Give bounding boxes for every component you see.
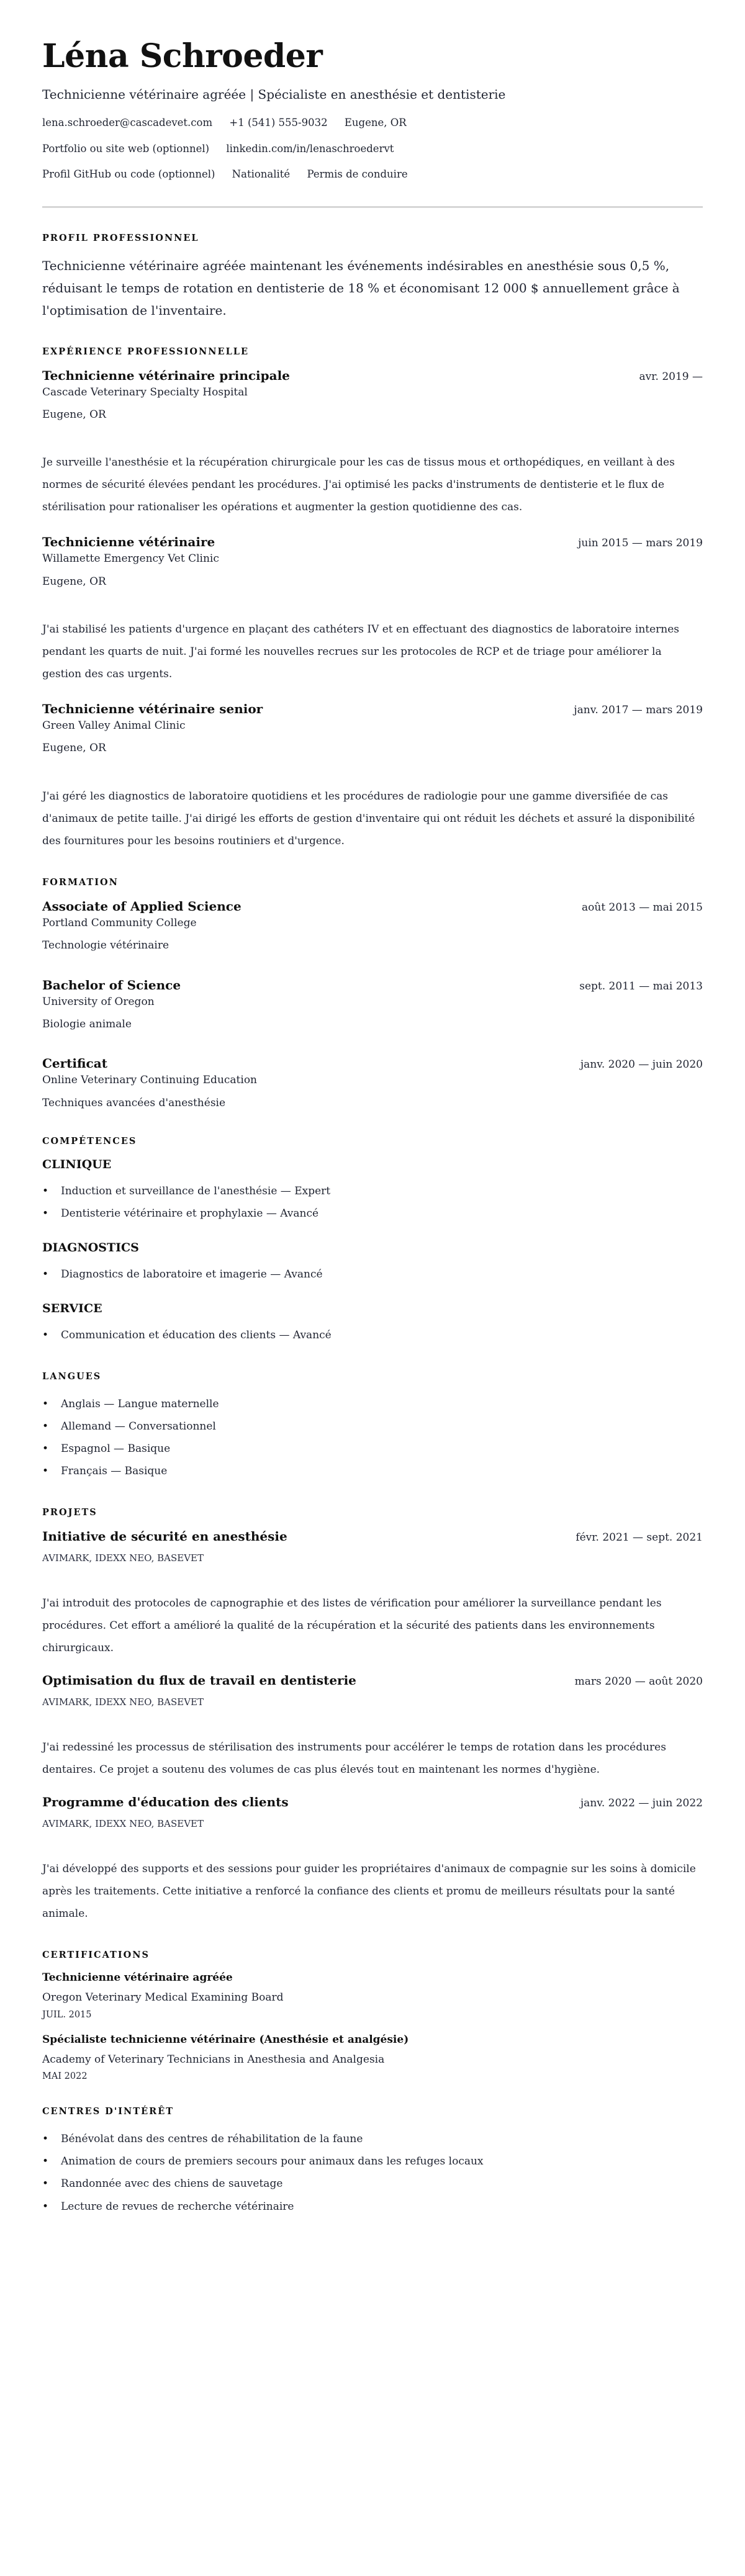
skills-section	[42, 1136, 703, 1346]
profile-summary: Technicienne vétérinaire agréée maintenant les événements indésirables en anesthésie sous 0,5 %, réduisant le temps de rotation en dentisterie de 18 % et économisant 12 000 $ annuellement grâce à l'optimisation de l'inventaire.	[42, 258, 680, 318]
contact-row	[42, 168, 703, 181]
skill-list	[42, 1324, 703, 1346]
project-description: J'ai développé des supports et des sessions pour guider les propriétaires d'animaux de compagnie sur les soins à domicile après les traitements. Cette initiative a renforcé la confiance des clients et promu de meilleurs résultats pour la santé animale.	[42, 1863, 696, 1921]
employer-name: Cascade Veterinary Specialty Hospital	[42, 385, 248, 399]
project-description: J'ai introduit des protocoles de capnographie et des listes de vérification pour améliorer la surveillance pendant les procédures. Cet effort a amélioré la qualité de la récupération et la sécurité des patients dans les environnements chirurgicaux.	[42, 1597, 662, 1655]
language-item: • Allemand — Conversationnel	[42, 1415, 703, 1438]
contact-row	[42, 116, 703, 129]
project-entry	[42, 1673, 703, 1781]
job-dates: avr. 2019 —	[639, 370, 703, 383]
language-item: • Français — Basique	[42, 1460, 703, 1482]
section-title-skills: COMPÉTENCES	[42, 1135, 137, 1146]
employer-name: Green Valley Animal Clinic	[42, 719, 186, 732]
experience-entry	[42, 701, 703, 852]
language-list	[42, 1393, 703, 1482]
candidate-headline: Technicienne vétérinaire agréée | Spécialiste en anesthésie et dentisterie	[42, 87, 506, 102]
school-name: Portland Community College	[42, 916, 197, 929]
job-dates: janv. 2017 — mars 2019	[574, 704, 703, 717]
github-link[interactable]: Profil GitHub ou code (optionnel)	[42, 168, 215, 181]
job-location: Eugene, OR	[42, 408, 106, 421]
education-entry	[42, 1056, 703, 1111]
location-text: Eugene, OR	[344, 117, 407, 129]
certification-entry	[42, 2033, 703, 2082]
section-title-interests: CENTRES D'INTÉRÊT	[42, 2106, 174, 2117]
section-title-profile: PROFIL PROFESSIONNEL	[42, 232, 199, 243]
certification-issuer: Academy of Veterinary Technicians in Anesthesia and Analgesia	[42, 2053, 385, 2066]
school-name: University of Oregon	[42, 995, 155, 1008]
section-title-projects: PROJETS	[42, 1507, 97, 1518]
portfolio-link[interactable]: Portfolio ou site web (optionnel)	[42, 142, 210, 155]
skill-group-title: DIAGNOSTICS	[42, 1240, 139, 1254]
phone-number[interactable]: +1 (541) 555-9032	[229, 117, 328, 129]
skill-list	[42, 1263, 703, 1286]
project-name: Programme d'éducation des clients	[42, 1795, 289, 1810]
project-entry	[42, 1529, 703, 1659]
job-location: Eugene, OR	[42, 742, 106, 755]
skill-item: • Induction et surveillance de l'anesthésie — Expert	[42, 1180, 703, 1202]
field-of-study: Techniques avancées d'anesthésie	[42, 1096, 226, 1109]
certification-issuer: Oregon Veterinary Medical Examining Board	[42, 1991, 284, 2004]
experience-section	[42, 346, 703, 852]
degree-name: Certificat	[42, 1056, 107, 1071]
language-item: • Espagnol — Basique	[42, 1438, 703, 1460]
section-title-experience: EXPÉRIENCE PROFESSIONNELLE	[42, 346, 250, 357]
project-dates: janv. 2022 — juin 2022	[580, 1797, 703, 1810]
section-title-certifications: CERTIFICATIONS	[42, 1950, 150, 1961]
contact-row	[42, 142, 703, 155]
project-description: J'ai redessiné les processus de stérilisation des instruments pour accélérer le temps de rotation dans les procédures dentaires. Ce projet a soutenu des volumes de cas plus élevés tout en maintenant les normes d'hygiène.	[42, 1741, 666, 1777]
skill-item: • Dentisterie vétérinaire et prophylaxie — Avancé	[42, 1202, 703, 1225]
education-section	[42, 877, 703, 1111]
driving-license-text: Permis de conduire	[307, 168, 408, 181]
job-title: Technicienne vétérinaire	[42, 534, 215, 550]
education-entry	[42, 978, 703, 1033]
project-entry	[42, 1795, 703, 1925]
experience-entry	[42, 368, 703, 519]
certification-name: Spécialiste technicienne vétérinaire (Anesthésie et analgésie)	[42, 2033, 409, 2046]
job-title: Technicienne vétérinaire senior	[42, 701, 263, 717]
school-name: Online Veterinary Continuing Education	[42, 1074, 258, 1087]
skill-group-title: SERVICE	[42, 1302, 102, 1315]
header-divider	[42, 206, 703, 208]
section-title-education: FORMATION	[42, 876, 119, 888]
interest-item: • Lecture de revues de recherche vétérinaire	[42, 2195, 703, 2218]
section-title-languages: LANGUES	[42, 1371, 102, 1382]
job-description: Je surveille l'anesthésie et la récupération chirurgicale pour les cas de tissus mous et orthopédiques, en veillant à des normes de sécurité élevées pendant les procédures. J'ai optimisé les packs d'instruments de dentisterie et le flux de stérilisation pour rationaliser les opérations et augmenter la gestion quotidienne des cas.	[42, 456, 675, 514]
email-link[interactable]: lena.schroeder@cascadevet.com	[42, 117, 213, 129]
language-item: • Anglais — Langue maternelle	[42, 1393, 703, 1415]
project-name: Initiative de sécurité en anesthésie	[42, 1529, 287, 1544]
education-dates: janv. 2020 — juin 2020	[580, 1058, 703, 1071]
interest-item: • Bénévolat dans des centres de réhabilitation de la faune	[42, 2128, 703, 2150]
job-description: J'ai géré les diagnostics de laboratoire quotidiens et les procédures de radiologie pour une gamme diversifiée de cas d'animaux de petite taille. J'ai dirigé les efforts de gestion d'inventaire qui ont réduit les déchets et assuré la disponibilité des fournitures pour les besoins routiniers et d'urgence.	[42, 790, 695, 847]
experience-entry	[42, 534, 703, 685]
degree-name: Associate of Applied Science	[42, 898, 242, 914]
candidate-name: Léna Schroeder	[42, 37, 323, 75]
interest-item: • Randonnée avec des chiens de sauvetage	[42, 2173, 703, 2195]
certification-entry	[42, 1971, 703, 2020]
certification-date: JUIL. 2015	[42, 2009, 92, 2020]
certifications-section	[42, 1950, 703, 2081]
interest-item: • Animation de cours de premiers secours pour animaux dans les refuges locaux	[42, 2150, 703, 2173]
linkedin-link[interactable]: linkedin.com/in/lenaschroedervt	[226, 142, 394, 155]
skill-item: • Communication et éducation des clients — Avancé	[42, 1324, 703, 1346]
job-description: J'ai stabilisé les patients d'urgence en plaçant des cathéters IV et en effectuant des diagnostics de laboratoire internes pendant les quarts de nuit. J'ai formé les nouvelles recrues sur les protocoles de RCP et de triage pour améliorer la gestion des cas urgents.	[42, 623, 680, 681]
skill-group-title: CLINIQUE	[42, 1157, 112, 1171]
project-dates: févr. 2021 — sept. 2021	[576, 1531, 703, 1544]
project-tech: AVIMARK, IDEXX NEO, BASEVET	[42, 1552, 204, 1564]
certification-name: Technicienne vétérinaire agréée	[42, 1971, 233, 1984]
interest-list	[42, 2128, 703, 2217]
project-tech: AVIMARK, IDEXX NEO, BASEVET	[42, 1696, 204, 1708]
job-dates: juin 2015 — mars 2019	[578, 537, 703, 550]
employer-name: Willamette Emergency Vet Clinic	[42, 552, 219, 565]
education-dates: août 2013 — mai 2015	[582, 901, 703, 914]
field-of-study: Biologie animale	[42, 1017, 132, 1030]
certification-date: MAI 2022	[42, 2071, 88, 2082]
nationality-text: Nationalité	[232, 168, 291, 181]
projects-section	[42, 1507, 703, 1925]
project-name: Optimisation du flux de travail en dentisterie	[42, 1673, 356, 1688]
job-title: Technicienne vétérinaire principale	[42, 367, 290, 383]
field-of-study: Technologie vétérinaire	[42, 939, 169, 952]
degree-name: Bachelor of Science	[42, 977, 181, 993]
resume-header	[42, 38, 703, 181]
project-tech: AVIMARK, IDEXX NEO, BASEVET	[42, 1818, 204, 1830]
project-dates: mars 2020 — août 2020	[574, 1675, 703, 1688]
skill-list	[42, 1180, 703, 1225]
languages-section	[42, 1371, 703, 1482]
interests-section	[42, 2106, 703, 2217]
education-entry	[42, 899, 703, 954]
job-location: Eugene, OR	[42, 575, 106, 588]
skill-item: • Diagnostics de laboratoire et imagerie — Avancé	[42, 1263, 703, 1286]
profile-section	[42, 233, 703, 322]
education-dates: sept. 2011 — mai 2013	[579, 980, 703, 993]
